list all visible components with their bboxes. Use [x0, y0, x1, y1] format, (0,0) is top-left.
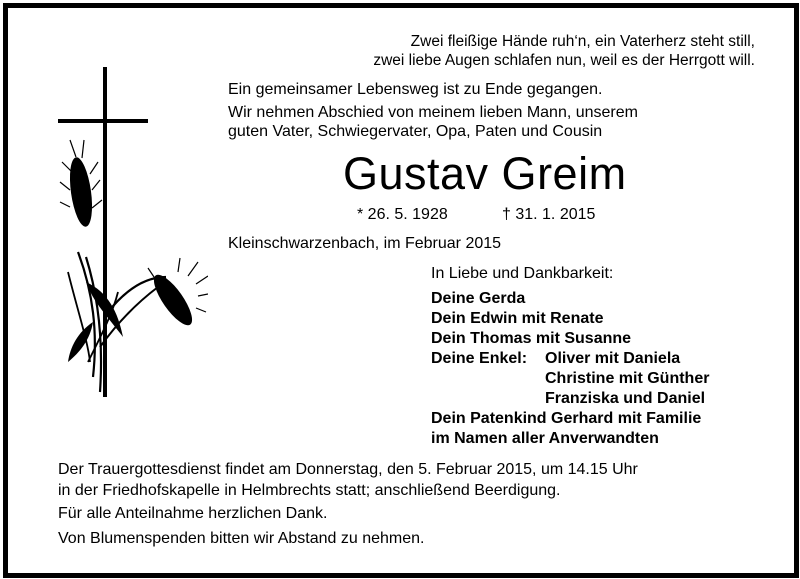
grandchild-2: Christine mit Günther — [545, 370, 710, 387]
intro-line-3: guten Vater, Schwiegervater, Opa, Paten und Cousin — [228, 123, 603, 140]
deceased-name: Gustav Greim — [343, 148, 627, 199]
mourner-son-1: Dein Edwin mit Renate — [431, 310, 604, 327]
poem-line-2: zwei liebe Augen schlafen nun, weil es der Herrgott will. — [373, 52, 755, 69]
flowers-line: Von Blumenspenden bitten wir Abstand zu nehmen. — [58, 530, 425, 547]
birth-date: * 26. 5. 1928 — [357, 206, 448, 223]
mourners-heading: In Liebe und Dankbarkeit: — [431, 265, 614, 282]
mourner-wife: Deine Gerda — [431, 290, 526, 307]
mourner-relatives: im Namen aller Anverwandten — [431, 430, 659, 447]
thanks-line: Für alle Anteilnahme herzlichen Dank. — [58, 505, 328, 522]
intro-line-2: Wir nehmen Abschied von meinem lieben Mann, unserem — [228, 104, 638, 121]
poem-line-1: Zwei fleißige Hände ruh‘n, ein Vaterherz steht still, — [410, 33, 755, 50]
mourner-godchild: Dein Patenkind Gerhard mit Familie — [431, 410, 702, 427]
grandchildren-label: Deine Enkel: — [431, 350, 528, 367]
service-line-2: in der Friedhofskapelle in Helmbrechts statt; anschließend Beerdigung. — [58, 482, 561, 499]
service-line-1: Der Trauergottesdienst findet am Donnerstag, den 5. Februar 2015, um 14.15 Uhr — [58, 461, 638, 478]
death-date: † 31. 1. 2015 — [502, 206, 596, 223]
grandchild-1: Oliver mit Daniela — [545, 350, 681, 367]
mourner-son-2: Dein Thomas mit Susanne — [431, 330, 632, 347]
intro-line-1: Ein gemeinsamer Lebensweg ist zu Ende gegangen. — [228, 81, 603, 98]
cross-with-wheat-icon — [48, 62, 208, 402]
grandchild-3: Franziska und Daniel — [545, 390, 706, 407]
place-date: Kleinschwarzenbach, im Februar 2015 — [228, 235, 502, 252]
